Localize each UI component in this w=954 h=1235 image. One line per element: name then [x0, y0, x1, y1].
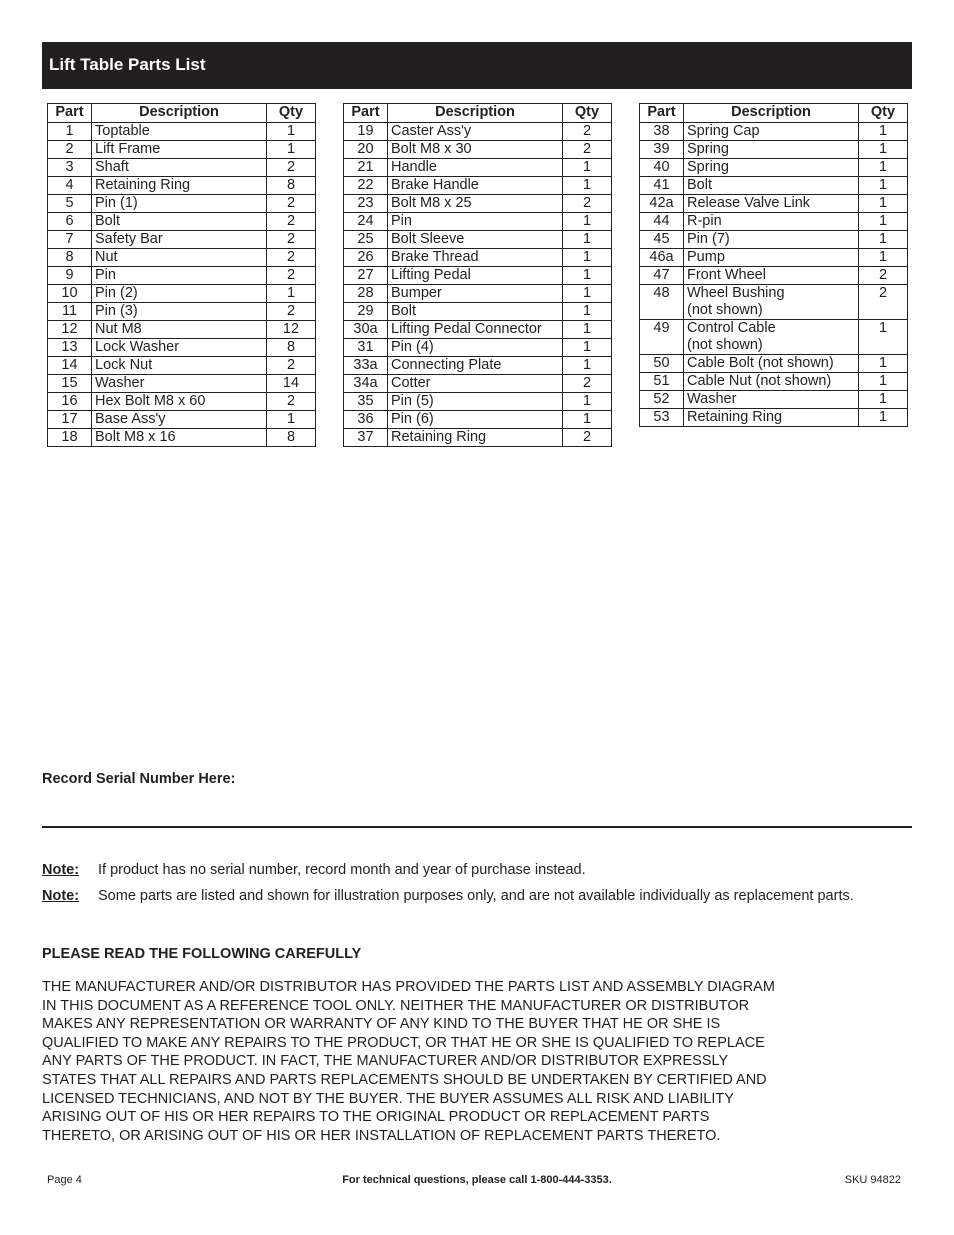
- part-number-cell: 13: [48, 339, 92, 357]
- description-cell: Pin (2): [92, 285, 267, 303]
- description-cell: Handle: [388, 159, 563, 177]
- part-column-header: Part: [344, 104, 388, 123]
- qty-column-header: Qty: [563, 104, 612, 123]
- description-cell: Hex Bolt M8 x 60: [92, 393, 267, 411]
- description-cell: Spring Cap: [684, 123, 859, 141]
- part-number-cell: 29: [344, 303, 388, 321]
- description-cell: Brake Thread: [388, 249, 563, 267]
- part-number-cell: 14: [48, 357, 92, 375]
- quantity-cell: 1: [859, 177, 908, 195]
- warning-heading: PLEASE READ THE FOLLOWING CAREFULLY: [42, 946, 362, 962]
- table-row: [640, 123, 908, 141]
- table-row: [344, 429, 612, 447]
- quantity-cell: 1: [267, 141, 316, 159]
- table-row: [344, 321, 612, 339]
- part-number-cell: 4: [48, 177, 92, 195]
- quantity-cell: 1: [859, 409, 908, 427]
- quantity-cell: 1: [563, 285, 612, 303]
- description-cell: Lock Nut: [92, 357, 267, 375]
- part-number-cell: 44: [640, 213, 684, 231]
- part-number-cell: 17: [48, 411, 92, 429]
- quantity-cell: 1: [859, 123, 908, 141]
- description-cell: Pin (1): [92, 195, 267, 213]
- table-row: [640, 355, 908, 373]
- part-number-cell: 42a: [640, 195, 684, 213]
- description-cell: Lifting Pedal: [388, 267, 563, 285]
- parts-table-2: [343, 103, 612, 447]
- part-number-cell: 28: [344, 285, 388, 303]
- table-row: [344, 393, 612, 411]
- part-number-cell: 47: [640, 267, 684, 285]
- part-number-cell: 15: [48, 375, 92, 393]
- table-row: [48, 429, 316, 447]
- description-cell: R-pin: [684, 213, 859, 231]
- table-row: [48, 141, 316, 159]
- quantity-cell: 8: [267, 177, 316, 195]
- table-row: [48, 357, 316, 375]
- description-cell: Lifting Pedal Connector: [388, 321, 563, 339]
- part-number-cell: 39: [640, 141, 684, 159]
- table-row: [48, 375, 316, 393]
- description-cell: Pin (4): [388, 339, 563, 357]
- part-number-cell: 52: [640, 391, 684, 409]
- quantity-cell: 2: [563, 429, 612, 447]
- part-number-cell: 12: [48, 321, 92, 339]
- part-number-cell: 37: [344, 429, 388, 447]
- table-row: [344, 141, 612, 159]
- part-number-cell: 5: [48, 195, 92, 213]
- table-header-row: [344, 104, 612, 123]
- description-cell: Toptable: [92, 123, 267, 141]
- description-cell: Lock Washer: [92, 339, 267, 357]
- quantity-cell: 1: [563, 177, 612, 195]
- parts-table-3: [639, 103, 908, 427]
- description-cell: Bolt M8 x 30: [388, 141, 563, 159]
- description-cell: Pin: [92, 267, 267, 285]
- header-bar: [42, 42, 912, 89]
- table-header-row: [640, 104, 908, 123]
- part-number-cell: 2: [48, 141, 92, 159]
- quantity-cell: 1: [859, 249, 908, 267]
- description-cell: Caster Ass'y: [388, 123, 563, 141]
- quantity-cell: 1: [859, 159, 908, 177]
- description-column-header: Description: [684, 104, 859, 123]
- quantity-cell: 2: [267, 357, 316, 375]
- part-column-header: Part: [640, 104, 684, 123]
- part-number-cell: 35: [344, 393, 388, 411]
- description-cell: Wheel Bushing (not shown): [684, 285, 859, 320]
- part-number-cell: 38: [640, 123, 684, 141]
- quantity-cell: 1: [563, 249, 612, 267]
- description-cell: Bolt M8 x 16: [92, 429, 267, 447]
- quantity-cell: 1: [859, 141, 908, 159]
- quantity-cell: 1: [859, 320, 908, 355]
- description-cell: Nut: [92, 249, 267, 267]
- quantity-cell: 1: [859, 355, 908, 373]
- table-row: [640, 320, 908, 355]
- description-cell: Control Cable (not shown): [684, 320, 859, 355]
- quantity-cell: 1: [563, 339, 612, 357]
- quantity-cell: 1: [563, 267, 612, 285]
- description-cell: Washer: [684, 391, 859, 409]
- description-cell: Front Wheel: [684, 267, 859, 285]
- description-cell: Retaining Ring: [92, 177, 267, 195]
- part-number-cell: 22: [344, 177, 388, 195]
- part-number-cell: 26: [344, 249, 388, 267]
- serial-number-line: [42, 826, 912, 828]
- description-cell: Bolt M8 x 25: [388, 195, 563, 213]
- quantity-cell: 1: [563, 159, 612, 177]
- quantity-cell: 1: [859, 373, 908, 391]
- description-cell: Lift Frame: [92, 141, 267, 159]
- part-number-cell: 10: [48, 285, 92, 303]
- description-cell: Connecting Plate: [388, 357, 563, 375]
- note-text: If product has no serial number, record month and year of purchase instead.: [98, 862, 586, 878]
- table-row: [48, 321, 316, 339]
- table-row: [640, 195, 908, 213]
- part-number-cell: 20: [344, 141, 388, 159]
- description-cell: Spring: [684, 159, 859, 177]
- part-number-cell: 51: [640, 373, 684, 391]
- footer-tech-support: For technical questions, please call 1-800-444-3353.: [342, 1174, 612, 1186]
- description-cell: Bolt Sleeve: [388, 231, 563, 249]
- table-row: [344, 267, 612, 285]
- table-row: [344, 249, 612, 267]
- serial-number-label: Record Serial Number Here:: [42, 771, 236, 787]
- description-cell: Bolt: [92, 213, 267, 231]
- part-number-cell: 50: [640, 355, 684, 373]
- quantity-cell: 2: [267, 267, 316, 285]
- description-cell: Pin (5): [388, 393, 563, 411]
- part-number-cell: 7: [48, 231, 92, 249]
- description-cell: Bolt: [388, 303, 563, 321]
- quantity-cell: 2: [859, 267, 908, 285]
- description-column-header: Description: [388, 104, 563, 123]
- note-label: Note:: [42, 888, 80, 904]
- quantity-cell: 14: [267, 375, 316, 393]
- quantity-cell: 8: [267, 339, 316, 357]
- description-column-header: Description: [92, 104, 267, 123]
- description-cell: Shaft: [92, 159, 267, 177]
- table-row: [344, 411, 612, 429]
- table-row: [344, 375, 612, 393]
- description-cell: Brake Handle: [388, 177, 563, 195]
- quantity-cell: 1: [563, 357, 612, 375]
- table-row: [344, 213, 612, 231]
- description-cell: Base Ass'y: [92, 411, 267, 429]
- part-number-cell: 23: [344, 195, 388, 213]
- table-row: [640, 285, 908, 320]
- table-row: [48, 303, 316, 321]
- description-cell: Spring: [684, 141, 859, 159]
- description-cell: Bolt: [684, 177, 859, 195]
- description-cell: Nut M8: [92, 321, 267, 339]
- quantity-cell: 2: [563, 195, 612, 213]
- table-row: [48, 411, 316, 429]
- table-row: [640, 267, 908, 285]
- table-row: [48, 159, 316, 177]
- part-number-cell: 8: [48, 249, 92, 267]
- table-row: [640, 391, 908, 409]
- part-number-cell: 46a: [640, 249, 684, 267]
- part-number-cell: 24: [344, 213, 388, 231]
- part-number-cell: 21: [344, 159, 388, 177]
- part-number-cell: 48: [640, 285, 684, 320]
- part-number-cell: 30a: [344, 321, 388, 339]
- description-cell: Cotter: [388, 375, 563, 393]
- description-cell: Pin (7): [684, 231, 859, 249]
- quantity-cell: 2: [563, 141, 612, 159]
- footer-sku: SKU 94822: [844, 1174, 901, 1186]
- table-row: [48, 249, 316, 267]
- note-illustration: [42, 888, 854, 905]
- description-cell: Pin: [388, 213, 563, 231]
- table-row: [640, 231, 908, 249]
- description-cell: Cable Nut (not shown): [684, 373, 859, 391]
- quantity-cell: 2: [267, 231, 316, 249]
- parts-table-1: [47, 103, 316, 447]
- quantity-cell: 1: [859, 391, 908, 409]
- quantity-cell: 2: [267, 303, 316, 321]
- quantity-cell: 2: [267, 249, 316, 267]
- quantity-cell: 1: [859, 231, 908, 249]
- table-row: [48, 123, 316, 141]
- table-header-row: [48, 104, 316, 123]
- quantity-cell: 1: [563, 411, 612, 429]
- quantity-cell: 1: [859, 213, 908, 231]
- table-row: [48, 339, 316, 357]
- part-number-cell: 40: [640, 159, 684, 177]
- table-row: [640, 373, 908, 391]
- table-row: [48, 393, 316, 411]
- qty-column-header: Qty: [267, 104, 316, 123]
- part-number-cell: 36: [344, 411, 388, 429]
- description-cell: Cable Bolt (not shown): [684, 355, 859, 373]
- part-number-cell: 11: [48, 303, 92, 321]
- description-cell: Retaining Ring: [684, 409, 859, 427]
- note-serial: [42, 862, 586, 879]
- table-row: [640, 249, 908, 267]
- quantity-cell: 1: [563, 303, 612, 321]
- part-number-cell: 45: [640, 231, 684, 249]
- note-text: Some parts are listed and shown for illustration purposes only, and are not available individually as replacement parts.: [98, 888, 854, 904]
- part-number-cell: 19: [344, 123, 388, 141]
- quantity-cell: 1: [267, 285, 316, 303]
- table-row: [344, 303, 612, 321]
- quantity-cell: 1: [267, 411, 316, 429]
- table-row: [640, 177, 908, 195]
- part-number-cell: 41: [640, 177, 684, 195]
- quantity-cell: 1: [563, 213, 612, 231]
- table-row: [48, 231, 316, 249]
- description-cell: Pin (6): [388, 411, 563, 429]
- table-row: [48, 177, 316, 195]
- table-row: [344, 177, 612, 195]
- quantity-cell: 1: [563, 321, 612, 339]
- table-row: [344, 285, 612, 303]
- description-cell: Pump: [684, 249, 859, 267]
- table-row: [48, 285, 316, 303]
- quantity-cell: 1: [859, 195, 908, 213]
- quantity-cell: 1: [563, 231, 612, 249]
- table-row: [48, 213, 316, 231]
- quantity-cell: 2: [267, 393, 316, 411]
- description-cell: Bumper: [388, 285, 563, 303]
- table-row: [344, 123, 612, 141]
- table-row: [344, 357, 612, 375]
- quantity-cell: 1: [563, 393, 612, 411]
- qty-column-header: Qty: [859, 104, 908, 123]
- part-number-cell: 25: [344, 231, 388, 249]
- part-number-cell: 34a: [344, 375, 388, 393]
- description-cell: Release Valve Link: [684, 195, 859, 213]
- quantity-cell: 2: [267, 195, 316, 213]
- part-number-cell: 27: [344, 267, 388, 285]
- quantity-cell: 8: [267, 429, 316, 447]
- table-row: [48, 267, 316, 285]
- quantity-cell: 2: [267, 213, 316, 231]
- table-row: [640, 409, 908, 427]
- description-cell: Washer: [92, 375, 267, 393]
- part-column-header: Part: [48, 104, 92, 123]
- quantity-cell: 12: [267, 321, 316, 339]
- table-row: [344, 195, 612, 213]
- part-number-cell: 6: [48, 213, 92, 231]
- table-row: [640, 213, 908, 231]
- part-number-cell: 53: [640, 409, 684, 427]
- part-number-cell: 31: [344, 339, 388, 357]
- part-number-cell: 1: [48, 123, 92, 141]
- description-cell: Pin (3): [92, 303, 267, 321]
- table-row: [344, 339, 612, 357]
- part-number-cell: 18: [48, 429, 92, 447]
- warning-body: THE MANUFACTURER AND/OR DISTRIBUTOR HAS PROVIDED THE PARTS LIST AND ASSEMBLY DIAGRAM IN THIS DOCUMENT AS A REFERENCE TOOL ONLY. NEITHER THE MANUFACTURER OR DISTRIBUTOR MAKES ANY REPRESENTATION OR WARRANTY OF ANY KIND TO THE BUYER THAT HE OR SHE IS QUALIFIED TO MAKE ANY REPAIRS TO THE PRODUCT, OR THAT HE OR SHE IS QUALIFIED TO REPLACE ANY PARTS OF THE PRODUCT. IN FACT, THE MANUFACTURER AND/OR DISTRIBUTOR EXPRESSLY STATES THAT ALL REPAIRS AND PARTS REPLACEMENTS SHOULD BE UNDERTAKEN BY CERTIFIED AND LICENSED TECHNICIANS, AND NOT BY THE BUYER. THE BUYER ASSUMES ALL RISK AND LIABILITY ARISING OUT OF HIS OR HER REPAIRS TO THE ORIGINAL PRODUCT OR REPLACEMENT PARTS THERETO, OR ARISING OUT OF HIS OR HER INSTALLATION OF REPLACEMENT PARTS THERETO.: [42, 979, 775, 1144]
- table-row: [344, 231, 612, 249]
- part-number-cell: 49: [640, 320, 684, 355]
- quantity-cell: 2: [563, 123, 612, 141]
- part-number-cell: 9: [48, 267, 92, 285]
- part-number-cell: 16: [48, 393, 92, 411]
- table-row: [640, 141, 908, 159]
- quantity-cell: 2: [563, 375, 612, 393]
- note-label: Note:: [42, 862, 80, 878]
- description-cell: Retaining Ring: [388, 429, 563, 447]
- table-row: [344, 159, 612, 177]
- description-cell: Safety Bar: [92, 231, 267, 249]
- quantity-cell: 2: [267, 159, 316, 177]
- page-title: Lift Table Parts List: [49, 55, 206, 74]
- table-row: [48, 195, 316, 213]
- quantity-cell: 1: [267, 123, 316, 141]
- quantity-cell: 2: [859, 285, 908, 320]
- part-number-cell: 33a: [344, 357, 388, 375]
- table-row: [640, 159, 908, 177]
- footer-page-number: Page 4: [47, 1174, 82, 1186]
- part-number-cell: 3: [48, 159, 92, 177]
